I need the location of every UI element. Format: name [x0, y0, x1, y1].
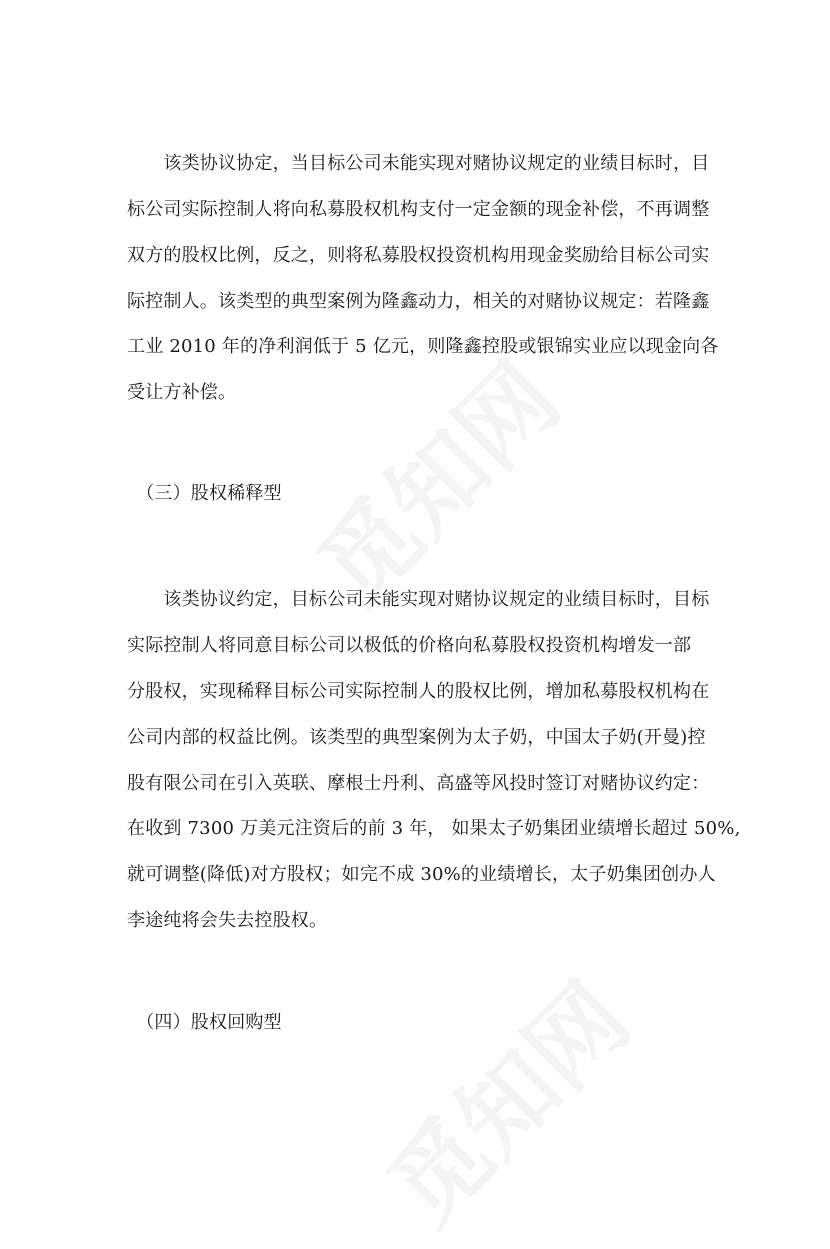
text-line: 李途纯将会失去控股权。 — [127, 910, 328, 931]
text-line: 际控制人。该类型的典型案例为隆鑫动力，相关的对赌协议规定：若隆鑫 — [127, 291, 710, 312]
text-line: 双方的股权比例，反之，则将私募股权投资机构用现金奖励给目标公司实 — [127, 245, 710, 266]
text-line: 标公司实际控制人将向私募股权机构支付一定金额的现金补偿，不再调整 — [127, 199, 710, 220]
text-line: 股有限公司在引入英联、摩根士丹利、高盛等风投时签订对赌协议约定： — [127, 773, 710, 794]
text-line: 分股权，实现稀释目标公司实际控制人的股权比例，增加私募股权机构在 — [127, 681, 710, 702]
text-line: 该类协议约定，目标公司未能实现对赌协议规定的业绩目标时，目标 — [127, 589, 710, 610]
text-line: 在收到 7300 万美元注资后的前 3 年， 如果太子奶集团业绩增长超过 50%, — [127, 818, 741, 839]
text-line: 就可调整(降低)对方股权；如完不成 30%的业绩增长，太子奶集团创办人 — [127, 864, 716, 885]
section-heading: （四）股权回购型 — [127, 1012, 282, 1033]
section-heading: （三）股权稀释型 — [127, 483, 282, 504]
watermark — [354, 948, 655, 1249]
text-line: 公司内部的权益比例。该类型的典型案例为太子奶，中国太子奶(开曼)控 — [127, 727, 706, 748]
watermark — [284, 328, 585, 629]
text-line: 该类协议协定，当目标公司未能实现对赌协议规定的业绩目标时，目 — [127, 153, 710, 174]
text-line: 实际控制人将同意目标公司以极低的价格向私募股权投资机构增发一部 — [127, 635, 692, 656]
text-line: 工业 2010 年的净利润低于 5 亿元，则隆鑫控股或银锦实业应以现金向各 — [127, 336, 719, 357]
text-line: 受让方补偿。 — [127, 382, 237, 403]
